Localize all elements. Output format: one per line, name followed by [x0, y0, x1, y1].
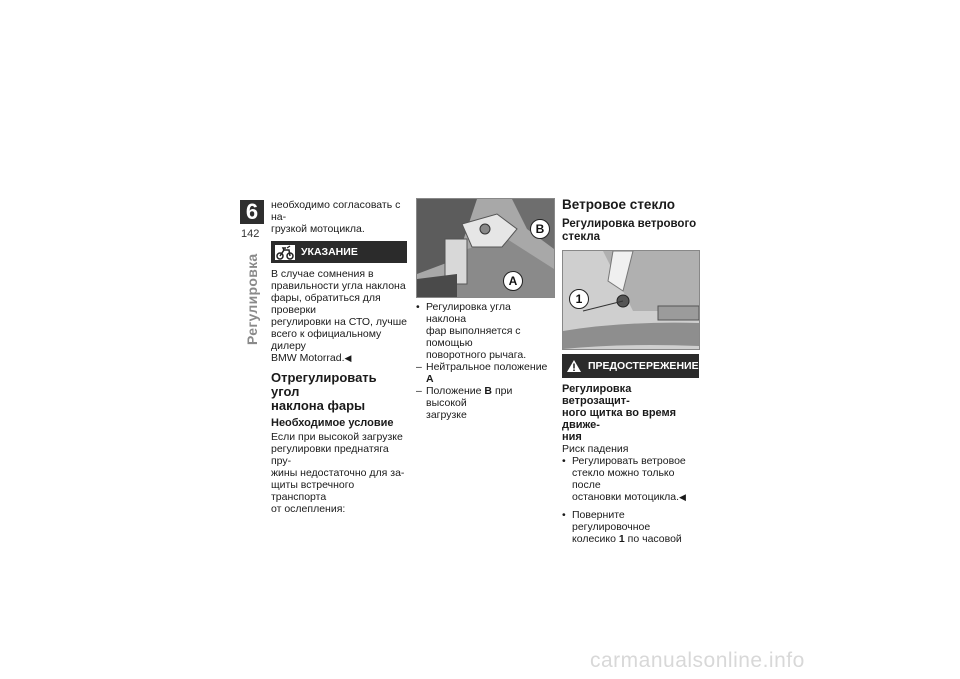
warning-list	[562, 455, 699, 503]
list-item: – Положение B при высокой загрузке	[416, 385, 553, 421]
chapter-number: 6	[240, 200, 264, 224]
risk-text: Риск падения	[562, 443, 629, 455]
notice-banner	[271, 241, 407, 263]
windshield-figure	[562, 250, 700, 350]
list-item: – Нейтральное положение A	[416, 361, 553, 385]
callout-a: A	[503, 271, 523, 291]
column-1	[271, 199, 407, 515]
list-item: • Регулировка угла наклона фар выполняется с помощью поворотного рычага.	[416, 301, 553, 361]
column-3	[562, 198, 699, 545]
section-title-windshield: Ветровое стекло	[562, 197, 676, 212]
warning-title: Регулировка ветрозащит- ного щитка во время движе- ния	[562, 383, 677, 443]
warning-banner	[562, 354, 699, 378]
step-list	[562, 509, 699, 545]
warning-label: ПРЕДОСТЕРЕЖЕНИЕ	[588, 360, 699, 372]
headlight-lever-illustration	[417, 199, 554, 297]
page-number: 142	[241, 228, 260, 240]
condition-text: Если при высокой загрузке регулировки преднатяга пру- жины недостаточно для за- щиты встречного транспорта от ослепления:	[271, 431, 405, 515]
headlight-lever-figure	[416, 198, 555, 298]
subheading-condition: Необходимое условие	[271, 417, 394, 429]
watermark-text: carmanualsonline.info	[590, 649, 805, 672]
subheading-windshield-adjust: Регулировка ветрового стекла	[562, 218, 697, 243]
column-2	[416, 198, 553, 421]
list-item: • Поверните регулировочное колесико 1 по часовой	[562, 509, 699, 545]
chapter-title-vertical: Регулировка	[244, 253, 260, 345]
motorcycle-icon	[275, 245, 295, 260]
notice-text: В случае сомнения в правильности угла наклона фары, обратиться для проверки регулировки на СТО, лучше всего к официальному дилеру BMW Motorrad.◀	[271, 268, 407, 364]
list-item: • Регулировать ветровое стекло можно только после остановки мотоцикла.◀	[562, 455, 699, 503]
warning-triangle-icon	[566, 359, 582, 373]
headlight-instructions	[416, 301, 553, 421]
notice-label: УКАЗАНИЕ	[301, 246, 358, 258]
end-mark-icon: ◀	[679, 492, 686, 502]
section-title-headlight: Отрегулировать угол наклона фары	[271, 370, 377, 413]
intro-text: необходимо согласовать с на- грузкой мотоцикла.	[271, 199, 401, 235]
callout-b: B	[530, 219, 550, 239]
end-mark-icon: ◀	[344, 353, 352, 363]
callout-1: 1	[569, 289, 589, 309]
